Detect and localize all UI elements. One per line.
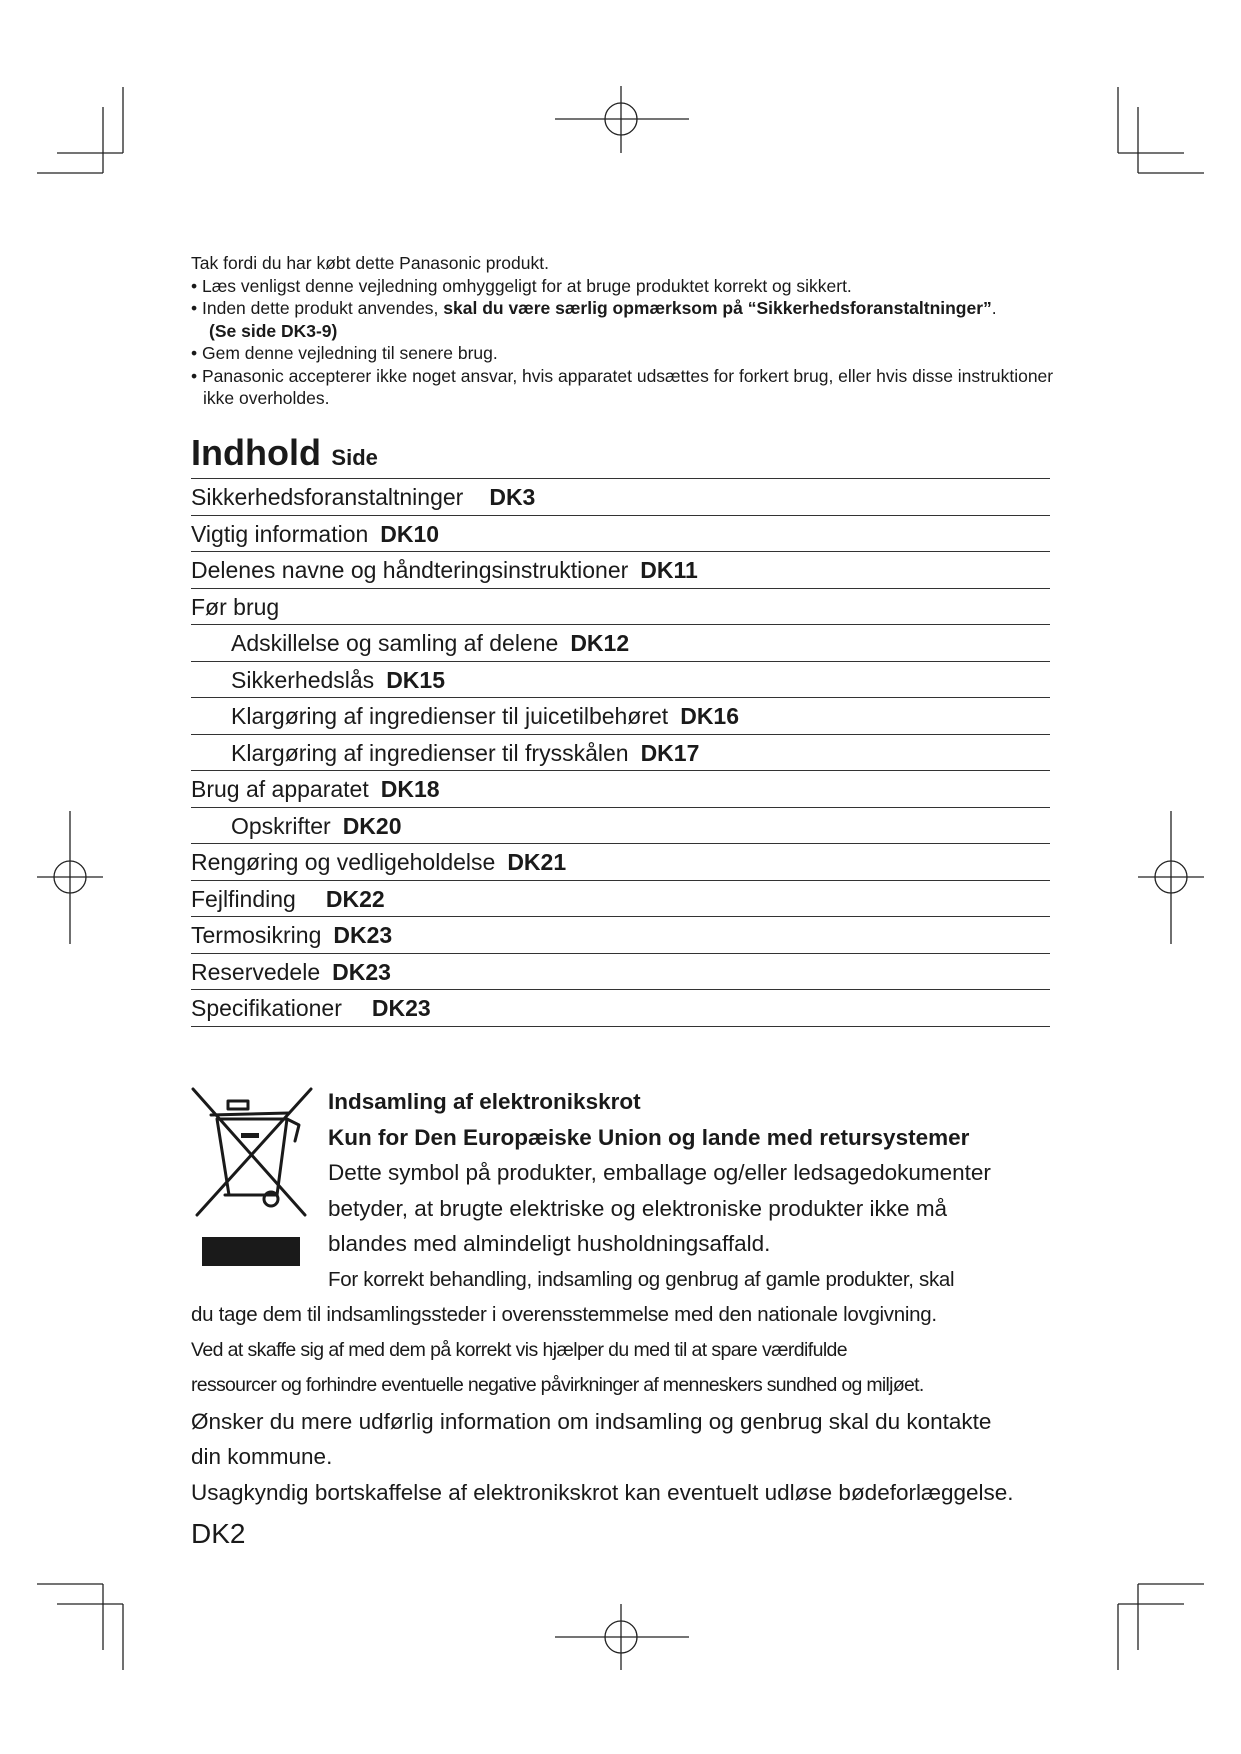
weee-text-line: Usagkyndig bortskaffelse af elektronikskrot kan eventuelt udløse bødeforlæggelse.	[191, 1479, 1014, 1505]
toc-entry-label: Delenes navne og håndteringsinstruktioner	[191, 557, 629, 583]
toc-heading	[191, 432, 378, 474]
toc-entry-page: DK23	[332, 958, 391, 985]
toc-entry-page: DK10	[380, 520, 440, 547]
toc-entry-label: Sikkerhedsforanstaltninger	[191, 484, 464, 510]
toc-entry-label: Reservedele	[191, 958, 321, 985]
weee-text-line: ressourcer og forhindre eventuelle negative påvirkninger af menneskers sundhed og miljøet.	[191, 1374, 924, 1396]
toc-entry-label: Før brug	[191, 593, 280, 620]
toc-row	[191, 552, 1050, 589]
weee-text-line: betyder, at brugte elektriske og elektroniske produkter ikke må	[328, 1195, 948, 1221]
weee-section	[191, 1084, 1071, 1510]
crop-mark-bottom-right	[1118, 1584, 1204, 1670]
toc-row	[191, 844, 1050, 881]
toc-entry-page: DK16	[680, 703, 740, 729]
weee-subheading: Kun for Den Europæiske Union og lande med retursystemer	[328, 1124, 970, 1150]
toc-entry-page: DK23	[371, 995, 431, 1021]
toc-entry-page: DK22	[325, 885, 385, 912]
toc-entry-label: Vigtig information	[191, 520, 369, 547]
registration-mark-top	[555, 86, 689, 153]
table-of-contents	[191, 478, 1050, 1027]
toc-row	[191, 917, 1050, 954]
toc-entry-label: Klargøring af ingredienser til juicetilbehøret	[231, 703, 669, 729]
toc-row	[191, 662, 1050, 699]
intro-bullet: • Inden dette produkt anvendes, skal du være særlig opmærksom på “Sikkerhedsforanstaltninger”.	[191, 298, 997, 318]
toc-row	[191, 516, 1050, 553]
toc-entry-label: Termosikring	[191, 922, 322, 948]
toc-row	[191, 771, 1050, 808]
registration-mark-right	[1138, 811, 1204, 944]
toc-entry-page: DK17	[640, 739, 700, 766]
weee-text-line: Dette symbol på produkter, emballage og/eller ledsagedokumenter	[328, 1160, 991, 1185]
toc-entry-label: Adskillelse og samling af delene	[231, 630, 559, 656]
weee-text-line: Ved at skaffe sig af med dem på korrekt vis hjælper du med til at spare værdifulde	[191, 1338, 848, 1361]
intro-bullet: • Læs venligst denne vejledning omhyggeligt for at bruge produktet korrekt og sikkert.	[191, 275, 852, 296]
toc-entry-page: DK21	[507, 849, 567, 875]
crop-mark-bottom-left	[37, 1584, 123, 1670]
toc-row	[191, 954, 1050, 991]
weee-heading: Indsamling af elektronikskrot	[328, 1089, 641, 1114]
toc-entry-label: Opskrifter	[231, 812, 331, 839]
weee-text-line: Ønsker du mere udførlig information om indsamling og genbrug skal du kontakte	[191, 1408, 992, 1434]
weee-text-line: blandes med almindeligt husholdningsaffald.	[328, 1231, 771, 1256]
toc-row	[191, 990, 1050, 1027]
weee-text-line: du tage dem til indsamlingssteder i overensstemmelse med den nationale lovgivning.	[191, 1303, 937, 1326]
safety-page-reference: (Se side DK3-9)	[209, 320, 338, 341]
toc-entry-page: DK23	[333, 922, 393, 948]
toc-entry-label: Rengøring og vedligeholdelse	[191, 849, 496, 875]
weee-text-line: For korrekt behandling, indsamling og genbrug af gamle produkter, skal	[328, 1267, 955, 1291]
toc-row	[191, 625, 1050, 662]
toc-page-label: Side	[331, 445, 378, 470]
intro-bullet: • Panasonic accepterer ikke noget ansvar, hvis apparatet udsættes for forkert brug, eller hvis disse instruktioner ikke overholdes.	[191, 365, 1054, 408]
weee-text-line: din kommune.	[191, 1444, 333, 1469]
intro-bullet: • Gem denne vejledning til senere brug.	[191, 343, 498, 363]
toc-entry-label: Specifikationer	[191, 995, 342, 1021]
registration-mark-left	[37, 811, 103, 944]
toc-row	[191, 881, 1050, 918]
toc-row	[191, 589, 1050, 626]
toc-entry-page: DK15	[386, 666, 445, 693]
toc-title: Indhold	[191, 432, 321, 473]
toc-entry-page: DK18	[380, 776, 440, 802]
toc-entry-page: DK20	[342, 812, 402, 839]
intro-section	[191, 252, 1071, 410]
crop-mark-top-left	[37, 87, 123, 173]
toc-row	[191, 808, 1050, 845]
page-number: DK2	[191, 1518, 246, 1549]
toc-entry-label: Sikkerhedslås	[231, 666, 375, 693]
toc-row	[191, 698, 1050, 735]
toc-entry-label: Klargøring af ingredienser til frysskålen	[231, 739, 629, 766]
intro-thanks: Tak fordi du har købt dette Panasonic produkt.	[191, 253, 549, 273]
toc-row	[191, 735, 1050, 772]
toc-entry-label: Fejlfinding	[191, 885, 296, 912]
toc-entry-page: DK3	[489, 484, 536, 510]
toc-row	[191, 479, 1050, 516]
registration-mark-bottom	[555, 1604, 689, 1670]
toc-entry-page: DK12	[570, 630, 630, 656]
toc-entry-page: DK11	[640, 557, 698, 583]
safety-emphasis: skal du være særlig opmærksom på “Sikkerhedsforanstaltninger”	[443, 298, 992, 318]
toc-entry-label: Brug af apparatet	[191, 776, 369, 802]
crop-mark-top-right	[1118, 87, 1204, 173]
